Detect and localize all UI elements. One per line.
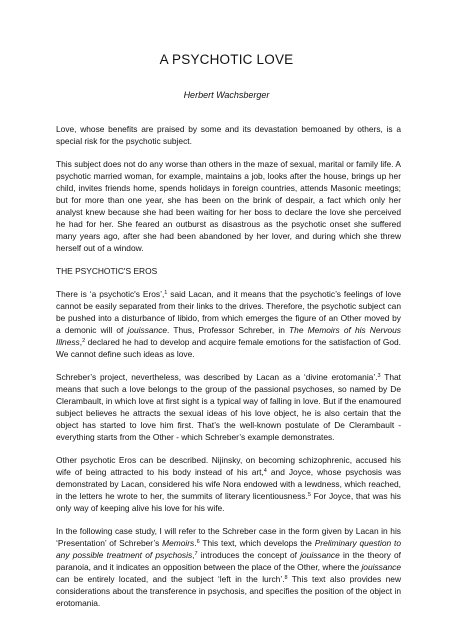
text-run: declared he had to develop and acquire female emotions for the satisfaction of God. We cannot define such ideas as love.	[56, 337, 401, 359]
paragraph-other-eros	[56, 454, 401, 514]
document-title: A PSYCHOTIC LOVE	[159, 52, 294, 67]
footnote-ref-8: 8	[284, 575, 288, 581]
document-body	[56, 123, 401, 620]
text-run: can be entirely located, and the subject ‘left in the lurch’.	[56, 574, 285, 584]
footnote-ref-1: 1	[164, 290, 168, 296]
footnote-ref-5: 5	[307, 492, 311, 498]
book-title: The Memoirs of his Nervous Illness	[56, 325, 401, 347]
italic-term: jouissance	[361, 562, 402, 572]
text-run: Schreber’s project, nevertheless, was described by Lacan as a ‘divine erotomania’.	[56, 372, 378, 382]
text-run: Other psychotic Eros can be described. Nijinsky, on becoming schizophrenic, accused his wife of being attracted to his body instead of his art,	[56, 455, 401, 477]
text-run: This text, which develops the	[199, 538, 315, 548]
text-run: in the theory of paranoia, and it indicates an opposition between the place of the Other, where the	[56, 550, 401, 572]
footnote-ref-2: 2	[82, 338, 86, 344]
intro-paragraph: Love, whose benefits are praised by some and its devastation bemoaned by others, is a special risk for the psychotic subject.	[56, 124, 401, 146]
text-run: introduces the concept of	[197, 550, 301, 560]
footnote-ref-7: 7	[194, 551, 198, 557]
section-heading: THE PSYCHOTIC'S EROS	[56, 266, 158, 276]
book-title: Memoirs	[162, 538, 195, 548]
text-run: said Lacan, and it means that the psychotic’s feelings of love cannot be easily separated from their links to the drives. Therefore, the psychotic subject can be pushed into a disturbance of libido, from which emerges the figure of an Other moved by a demonic will of	[56, 289, 401, 335]
italic-term: jouissance	[127, 325, 168, 335]
text-run: .	[194, 538, 197, 548]
text-run: In the following case study, I will refer to the Schreber case in the form given by Lacan in his ‘Presentation’ of Schreber’s	[56, 526, 401, 548]
text-run: and Joyce, whose psychosis was demonstrated by Lacan, considered his wife Nora endowed with a lewdness, which reached, in the letters he wrote to her, the summits of literary licentiousness.	[56, 467, 402, 501]
text-run: That means that such a love belongs to the group of the passional psychoses, so named by De Clerambault, in which love at first sight is a typical way of falling in love. But if the enamoured subject believes he attracts the sexual ideas of his love object, he is also certain that the object has started to love him first. That’s the well-known postulate of De Clerambault - everything starts from the Other - which Schreber’s example demonstrates.	[56, 372, 401, 442]
paragraph-case-example: This subject does not do any worse than others in the maze of sexual, marital or family life. A psychotic married woman, for example, maintains a job, looks after the house, brings up her child, invites friends home, spends holidays in foreign countries, attends Masonic meetings; but for more than one year, she has been on the brink of despair, a fact which only her analyst knew because she had been waiting for her boss to declare the love she perceived he had for her. She feared an outburst as disastrous as the psychotic onset she suffered many years ago, after she had been abandoned by her lover, and during which she threw herself out of a window.	[56, 159, 401, 253]
paragraph-case-study	[56, 525, 401, 609]
text-run: There is ‘a psychotic's Eros’,	[56, 289, 165, 299]
text-run: ,	[192, 550, 195, 560]
text-run: This text also provides new considerations about the transference in psychosis, and specifies the position of the object in erotomania.	[56, 574, 401, 608]
author-name: Herbert Wachsberger	[183, 90, 270, 100]
text-run: For Joyce, that was his only way of keeping alive his love for his wife.	[56, 491, 401, 513]
book-title: Preliminary question to any possible treatment of psychosis	[56, 538, 401, 560]
paragraph-psychotic-eros	[56, 288, 401, 360]
text-run: . Thus, Professor Schreber, in	[167, 325, 290, 335]
text-run: ,	[79, 337, 83, 347]
footnote-ref-3: 3	[377, 373, 381, 379]
footnote-ref-6: 6	[196, 539, 200, 545]
paragraph-schreber-project	[56, 371, 401, 443]
footnote-ref-4: 4	[263, 468, 267, 474]
italic-term: jouissance	[300, 550, 340, 560]
